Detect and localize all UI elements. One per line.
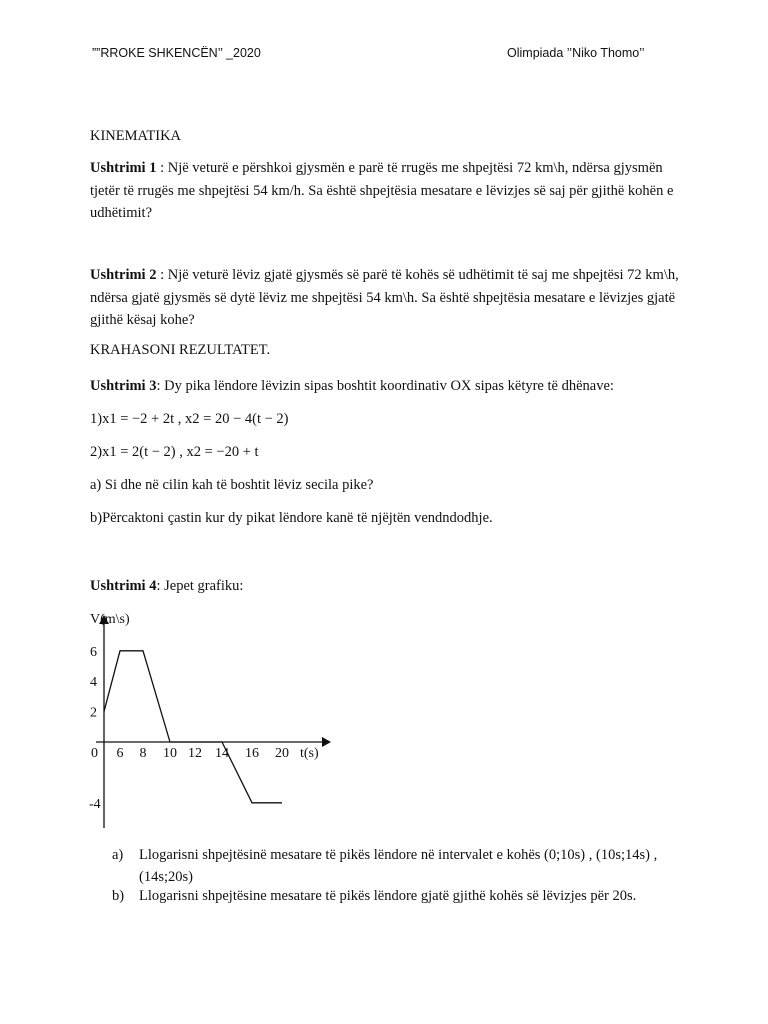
y-tick-label-6: 6 bbox=[90, 644, 97, 660]
x-tick-label-16: 16 bbox=[245, 746, 259, 761]
x-tick-label-6: 6 bbox=[116, 746, 124, 761]
x-tick-label-20: 20 bbox=[275, 746, 289, 761]
y-tick-label-4: 4 bbox=[90, 675, 97, 691]
equation-2: 2)x1 = 2(t − 2) , x2 = −20 + t bbox=[90, 444, 259, 460]
exercise-4-label: Ushtrimi 4 bbox=[90, 578, 157, 594]
x-tick-label-12: 12 bbox=[188, 746, 202, 761]
question-4b-marker: b) bbox=[112, 888, 125, 904]
question-4b bbox=[112, 885, 692, 907]
exercise-2-text: : Një veturë lëviz gjatë gjysmës së parë të kohës së udhëtimit të saj me shpejtësi 72 km\h, ndërsa gjatë gjysmës së dytë lëviz me shpejtësi 54 km\h. Sa është shpejtësia mesatare e lëvizjes gjatë gjithë kësaj kohe? bbox=[90, 267, 679, 328]
x-tick-label-0: 0 bbox=[91, 746, 98, 761]
compare-instruction: KRAHASONI REZULTATET. bbox=[90, 342, 271, 358]
exercise-1-text: : Një veturë e përshkoi gjysmën e parë të rrugës me shpejtësi 72 km\h, ndërsa gjysmën tjetër të rrugës me shpejtësi 54 km/h. Sa është shpejtësia mesatare e lëvizjes së saj për gjithë kohën e udhëtimit? bbox=[90, 160, 674, 221]
y-tick-label--4: -4 bbox=[89, 796, 101, 812]
exercise-3-text: : Dy pika lëndore lëvizin sipas boshtit koordinativ OX sipas këtyre të dhënave: bbox=[156, 378, 614, 394]
exercise-4-text: : Jepet grafiku: bbox=[156, 578, 244, 594]
x-tick-label-10: 10 bbox=[163, 746, 177, 761]
exercise-3-label: Ushtrimi 3 bbox=[90, 378, 157, 394]
exercise-1-label: Ushtrimi 1 bbox=[90, 160, 157, 176]
question-3b: b)Përcaktoni çastin kur dy pikat lëndore kanë të njëjtën vendndodhje. bbox=[90, 510, 493, 526]
question-3a: a) Si dhe në cilin kah të boshtit lëviz secila pike? bbox=[90, 477, 374, 493]
x-tick-label-8: 8 bbox=[139, 746, 147, 761]
section-title: KINEMATIKA bbox=[90, 128, 182, 144]
question-4a bbox=[112, 844, 692, 888]
question-4b-text: Llogarisni shpejtësine mesatare të pikës lëndore gjatë gjithë kohës së lëvizjes për 20s. bbox=[139, 888, 637, 904]
x-tick-label-14: 14 bbox=[215, 746, 229, 761]
header-left: ””RROKE SHKENCËN’’ _2020 bbox=[92, 46, 261, 60]
exercise-2-label: Ushtrimi 2 bbox=[90, 267, 157, 283]
y-axis-label: V(m\s) bbox=[90, 612, 130, 627]
x-axis-label: t(s) bbox=[300, 746, 319, 761]
question-4a-text: Llogarisni shpejtësinë mesatare të pikës lëndore në intervalet e kohës (0;10s) , (10s;14s) , (14s;20s) bbox=[139, 847, 658, 885]
y-tick-label-2: 2 bbox=[90, 705, 97, 721]
equation-1: 1)x1 = −2 + 2t , x2 = 20 − 4(t − 2) bbox=[90, 411, 289, 427]
header-right: Olimpiada ’’Niko Thomo’’ bbox=[507, 46, 645, 60]
series-line bbox=[104, 651, 282, 803]
question-4a-marker: a) bbox=[112, 847, 124, 863]
x-axis-arrow bbox=[322, 737, 331, 747]
